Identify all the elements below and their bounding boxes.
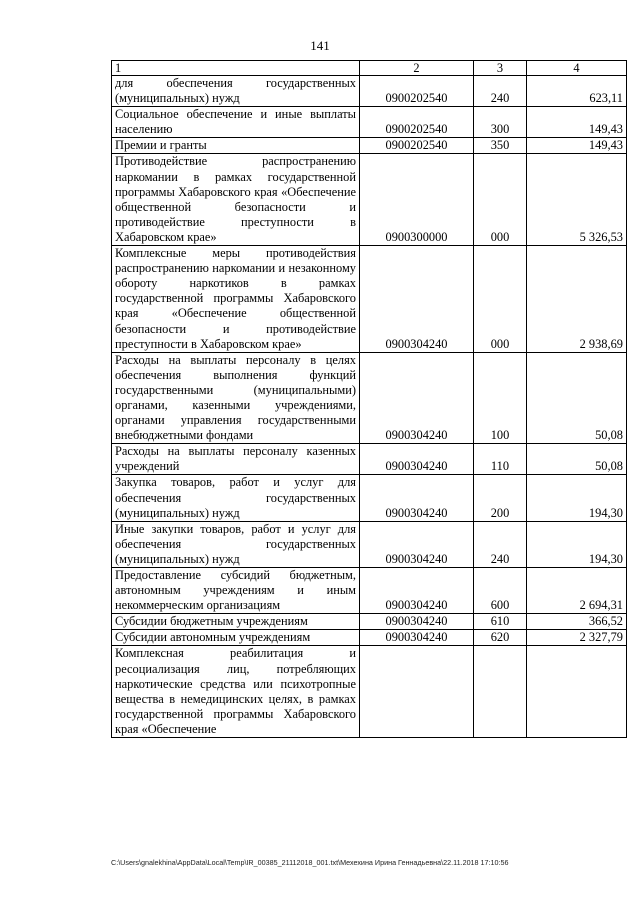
row-amount-cell: 2 938,69 [527,246,627,353]
row-type-cell: 350 [474,138,527,154]
row-amount-cell: 50,08 [527,352,627,444]
row-type-cell: 240 [474,521,527,567]
table-row [112,154,627,246]
row-amount-cell: 366,52 [527,614,627,630]
table-row [112,352,627,444]
row-type-cell: 300 [474,107,527,138]
table-row [112,521,627,567]
row-name-cell: для обеспечения государственных (муниципальных) нужд [112,76,360,107]
row-type-cell: 200 [474,475,527,521]
table-row [112,614,627,630]
row-name-cell: Предоставление субсидий бюджетным, автономным учреждениям и иным некоммерческим организациям [112,568,360,614]
row-type-cell: 000 [474,154,527,246]
row-amount-cell: 149,43 [527,107,627,138]
row-name-cell: Иные закупки товаров, работ и услуг для обеспечения государственных (муниципальных) нужд [112,521,360,567]
file-path-footer: C:\Users\gnalekhina\AppData\Local\Temp\IR_00385_21112018_001.txt\Мехехина Ирина Геннадьевна\22.11.2018 17:10:56 [111,858,509,867]
row-name-cell: Противодействие распространению наркомании в рамках государственной программы Хабаровского края «Обеспечение общественной безопасности и противодействие преступности в Хабаровском крае» [112,154,360,246]
row-type-cell: 110 [474,444,527,475]
row-name-cell: Субсидии бюджетным учреждениям [112,614,360,630]
row-amount-cell: 149,43 [527,138,627,154]
row-type-cell: 620 [474,630,527,646]
row-code-cell: 0900304240 [360,568,474,614]
row-code-cell: 0900202540 [360,138,474,154]
table-row [112,630,627,646]
table-row [112,568,627,614]
budget-table [111,60,627,738]
row-name-cell: Премии и гранты [112,138,360,154]
table-row [112,246,627,353]
row-code-cell: 0900202540 [360,76,474,107]
row-code-cell: 0900304240 [360,521,474,567]
row-name-cell: Расходы на выплаты персоналу казенных учреждений [112,444,360,475]
row-name-cell: Закупка товаров, работ и услуг для обеспечения государственных (муниципальных) нужд [112,475,360,521]
row-code-cell: 0900304240 [360,475,474,521]
row-amount-cell: 194,30 [527,475,627,521]
row-amount-cell: 194,30 [527,521,627,567]
header-col-4: 4 [527,61,627,76]
row-type-cell: 610 [474,614,527,630]
row-amount-cell: 623,11 [527,76,627,107]
row-code-cell [360,646,474,738]
row-amount-cell: 2 694,31 [527,568,627,614]
table-header-row [112,61,627,76]
row-name-cell: Субсидии автономным учреждениям [112,630,360,646]
page-number: 141 [310,38,330,53]
row-amount-cell [527,646,627,738]
row-amount-cell: 2 327,79 [527,630,627,646]
table-row [112,138,627,154]
row-name-cell: Социальное обеспечение и иные выплаты населению [112,107,360,138]
row-type-cell: 240 [474,76,527,107]
table-row [112,107,627,138]
row-type-cell: 000 [474,246,527,353]
row-type-cell [474,646,527,738]
row-code-cell: 0900202540 [360,107,474,138]
header-col-2: 2 [360,61,474,76]
row-code-cell: 0900304240 [360,630,474,646]
row-type-cell: 100 [474,352,527,444]
header-col-1: 1 [112,61,360,76]
row-code-cell: 0900304240 [360,614,474,630]
header-col-3: 3 [474,61,527,76]
row-code-cell: 0900304240 [360,444,474,475]
table-row [112,475,627,521]
table-row [112,444,627,475]
row-amount-cell: 50,08 [527,444,627,475]
row-code-cell: 0900304240 [360,352,474,444]
row-code-cell: 0900300000 [360,154,474,246]
row-name-cell: Расходы на выплаты персоналу в целях обеспечения выполнения функций государственными (муниципальными) органами, казенными учреждениями, органами управления государственными внебюджетными фондами [112,352,360,444]
row-name-cell: Комплексные меры противодействия распространению наркомании и незаконному обороту наркотиков в рамках государственной программы Хабаровского края «Обеспечение общественной безопасности и противодействие преступности в Хабаровском крае» [112,246,360,353]
row-amount-cell: 5 326,53 [527,154,627,246]
table-row [112,76,627,107]
row-type-cell: 600 [474,568,527,614]
row-name-cell: Комплексная реабилитация и ресоциализация лиц, потребляющих наркотические средства или психотропные вещества в немедицинских целях, в рамках государственной программы Хабаровского края «Обеспечение [112,646,360,738]
row-code-cell: 0900304240 [360,246,474,353]
table-row [112,646,627,738]
